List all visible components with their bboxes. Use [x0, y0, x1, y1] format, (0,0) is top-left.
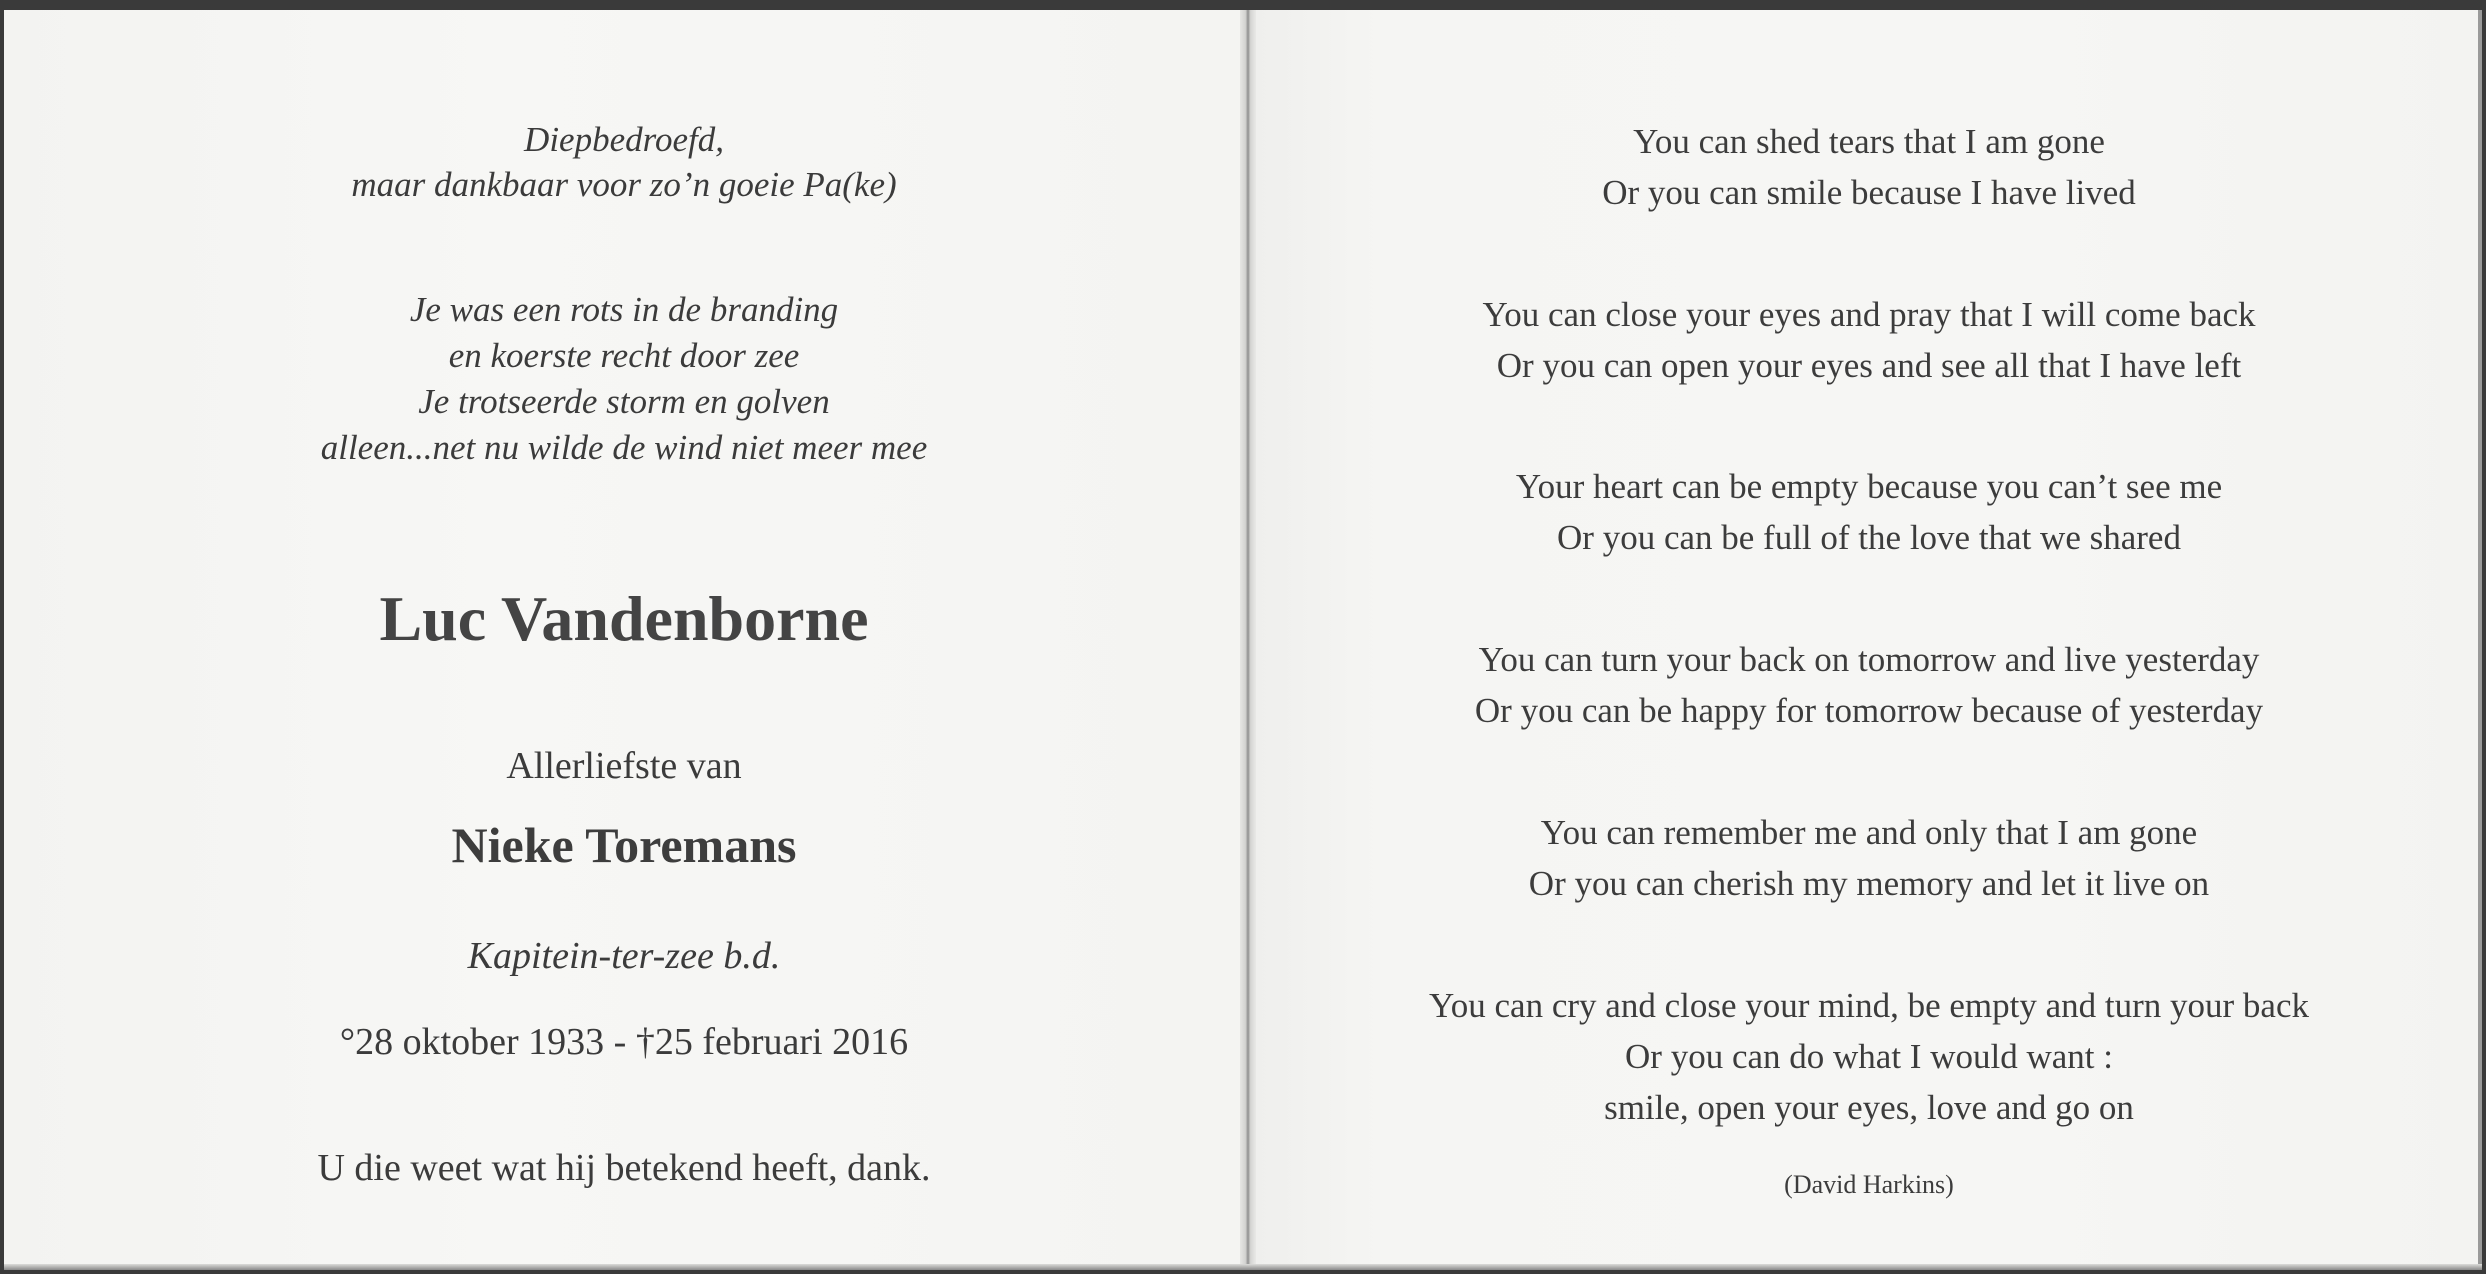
poem-line: You can remember me and only that I am gone: [1540, 813, 2198, 852]
poem-author: (David Harkins): [1784, 1170, 1954, 1199]
poem-line: Or you can cherish my memory and let it live on: [1528, 864, 2210, 903]
beloved-of-label: Allerliefste van: [506, 745, 742, 787]
poem-line: You can shed tears that I am gone: [1633, 122, 2105, 161]
card-bottom-edge: [4, 1264, 2482, 1270]
poem-line: Or you can do what I would want :: [1625, 1037, 2113, 1076]
rank: Kapitein-ter-zee b.d.: [467, 935, 781, 977]
poem-line: You can cry and close your mind, be empty and turn your back: [1429, 986, 2309, 1025]
poem-line: smile, open your eyes, love and go on: [1604, 1088, 2134, 1127]
poem-line: Or you can be happy for tomorrow because of yesterday: [1474, 691, 2264, 730]
left-panel: [4, 10, 1244, 1270]
life-dates: °28 oktober 1933 - †25 februari 2016: [339, 1021, 909, 1063]
verse-line-4: alleen...net nu wilde de wind niet meer mee: [320, 428, 928, 467]
poem-line: Or you can smile because I have lived: [1602, 173, 2136, 212]
poem-line: Or you can be full of the love that we shared: [1557, 518, 2181, 557]
poem-line: Or you can open your eyes and see all that I have left: [1496, 346, 2242, 385]
poem-line: Your heart can be empty because you can’t see me: [1515, 467, 2223, 506]
opening-line-1: Diepbedroefd,: [524, 120, 724, 159]
deceased-name: Luc Vandenborne: [379, 583, 869, 654]
poem-line: You can turn your back on tomorrow and live yesterday: [1478, 640, 2260, 679]
poem-line: You can close your eyes and pray that I will come back: [1482, 295, 2256, 334]
card-right-edge: [2478, 10, 2482, 1270]
partner-name: Nieke Toremans: [451, 817, 797, 873]
thanks-line: U die weet wat hij betekend heeft, dank.: [317, 1147, 931, 1189]
verse-line-2: en koerste recht door zee: [448, 336, 800, 375]
right-panel: [1256, 10, 2482, 1270]
verse-line-3: Je trotseerde storm en golven: [418, 382, 830, 421]
card-fold: [1240, 10, 1256, 1270]
opening-line-2: maar dankbaar voor zo’n goeie Pa(ke): [351, 165, 897, 204]
memorial-card: [4, 10, 2482, 1270]
verse-line-1: Je was een rots in de branding: [409, 290, 839, 329]
